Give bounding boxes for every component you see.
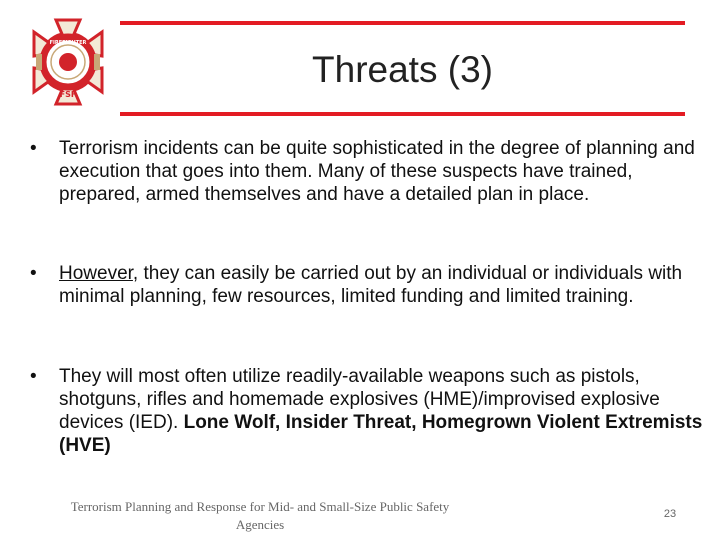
bullet-item [30, 262, 719, 308]
bullet-bold-text: Lone Wolf, Insider Threat, Homegrown Violent Extremists (HVE) [59, 412, 703, 456]
logo-right-ornament [94, 54, 100, 70]
title-rule-bottom [120, 112, 685, 116]
logo-emblem [59, 53, 77, 71]
bullet-text: They will most often utilize readily-available weapons such as pistols, shotguns, rifles and homemade explosives (HME)/improvised explosive devices (IED). [59, 366, 660, 433]
slide-footer: Terrorism Planning and Response for Mid- and Small-Size Public Safety Agencies [70, 499, 450, 532]
logo-top-text: FIREFIGHTER [49, 40, 87, 46]
bullet-marker: • [30, 366, 37, 387]
bullet-text: Terrorism incidents can be quite sophisticated in the degree of planning and execution that goes into them. Many of these suspects have trained, prepared, armed themselves and have a detailed plan in place. [59, 138, 695, 205]
bullet-marker: • [30, 263, 37, 284]
bullet-marker: • [30, 138, 37, 159]
bullet-text: , they can easily be carried out by an individual or individuals with minimal planning, few resources, limited funding and limited training. [59, 263, 683, 307]
slide-title: Threats (3) [312, 49, 493, 90]
title-rule-top [120, 21, 685, 25]
logo-fsf-text: FSF [59, 90, 77, 99]
logo-left-ornament [36, 54, 42, 70]
page-number: 23 [663, 508, 677, 520]
bullet-underlined-word: However [59, 263, 133, 284]
fsf-logo [22, 16, 114, 108]
bullet-item [30, 365, 719, 457]
bullet-item [30, 137, 719, 206]
